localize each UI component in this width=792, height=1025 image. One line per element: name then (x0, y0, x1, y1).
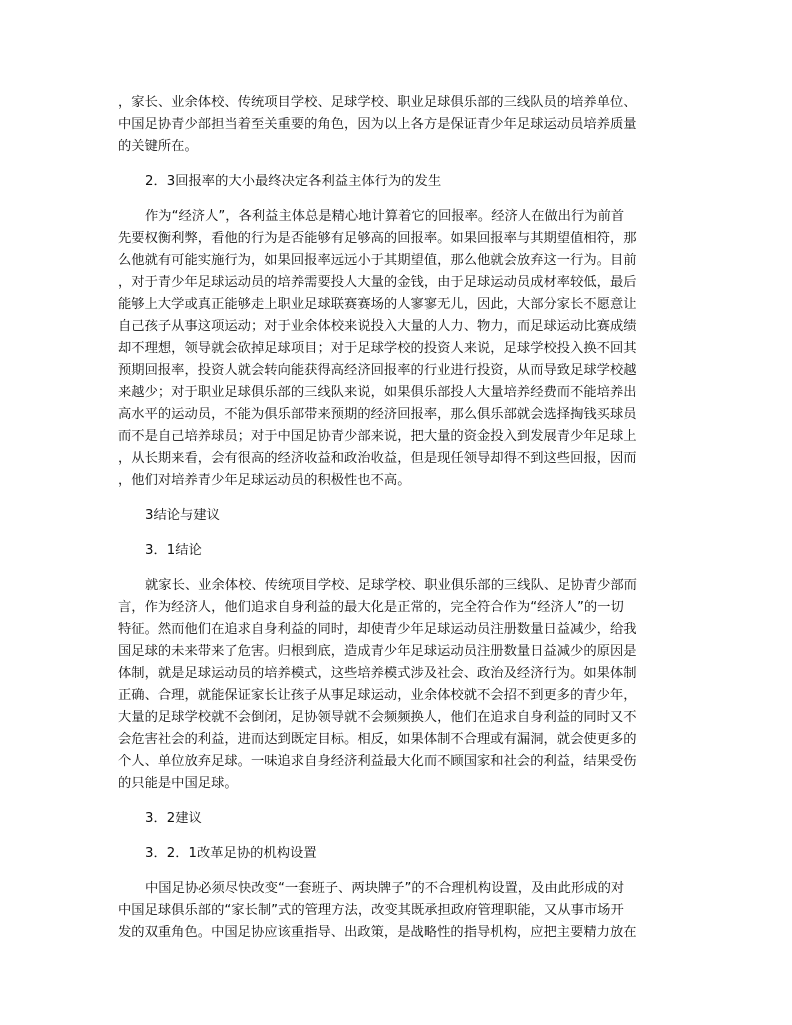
paragraph-line: 体制，就是足球运动员的培养模式，这些培养模式涉及社会、政治及经济行为。如果体制 (118, 666, 637, 681)
paragraph-line: 作为“经济人”，各利益主体总是精心地计算着它的回报率。经济人在做出行为前首 (145, 209, 625, 224)
section-heading-3: 3结论与建议 (145, 508, 220, 523)
paragraph-line: 言，作为经济人，他们追求自身利益的最大化是正常的，完全符合作为“经济人”的一切 (118, 600, 624, 615)
paragraph-line: 特征。然而他们在追求自身利益的同时，却使青少年足球运动员注册数量日益减少，给我 (118, 622, 637, 637)
section-heading-2-3: 2．3回报率的大小最终决定各利益主体行为的发生 (145, 174, 442, 189)
paragraph-line: 预期回报率，投资人就会转向能获得高经济回报率的行业进行投资，从而导致足球学校越 (118, 363, 637, 378)
paragraph-line: 中国足协必须尽快改变“一套班子、两块牌子”的不合理机构设置，及由此形成的对 (145, 881, 625, 896)
paragraph-line: 先要权衡利弊，看他的行为是否能够有足够高的回报率。如果回报率与其期望值相符，那 (118, 231, 637, 246)
paragraph-line: 却不理想，领导就会砍掉足球项目；对于足球学校的投资人来说，足球学校投入换不回其 (118, 341, 637, 356)
paragraph-line: 会危害社会的利益，进而达到既定目标。相反，如果体制不合理或有漏洞，就会使更多的 (118, 732, 637, 747)
paragraph-line: 么他就有可能实施行为，如果回报率远远小于其期望值，那么他就会放弃这一行为。目前 (118, 253, 637, 268)
paragraph-line: ，对于青少年足球运动员的培养需要投人大量的金钱，由于足球运动员成材率较低，最后 (118, 275, 637, 290)
paragraph-4 (118, 878, 674, 944)
section-heading-3-2-1: 3．2．1改革足协的机构设置 (145, 846, 317, 861)
paragraph-line: ，他们对培养青少年足球运动员的积极性也不高。 (118, 473, 411, 488)
paragraph-2 (118, 206, 674, 492)
document-page (118, 92, 674, 944)
paragraph-line: 能够上大学或真正能够走上职业足球联赛赛场的人寥寥无儿，因此，大部分家长不愿意让 (118, 297, 637, 312)
paragraph-line: 发的双重角色。中国足协应该重指导、出政策，是战略性的指导机构，应把主要精力放在 (118, 925, 637, 940)
paragraph-line: 正确、合理，就能保证家长让孩子从事足球运动，业余体校就不会招不到更多的青少年， (118, 688, 637, 703)
paragraph-line: 中国足协青少部担当着至关重要的角色，因为以上各方是保证青少年足球运动员培养质量 (118, 117, 637, 132)
paragraph-line: 自己孩子从事这项运动；对于业余体校来说投入大量的人力、物力，而足球运动比赛成绩 (118, 319, 637, 334)
paragraph-line: 中国足球俱乐部的“家长制”式的管理方法，改变其既承担政府管理职能，又从事市场开 (118, 903, 624, 918)
paragraph-line: 来越少；对于职业足球俱乐部的三线队来说，如果俱乐部投人大量培养经费而不能培养出 (118, 385, 637, 400)
paragraph-line: 大量的足球学校就不会倒闭，足协领导就不会频频换人，他们在追求自身利益的同时又不 (118, 710, 637, 725)
section-heading-3-2: 3．2建议 (145, 811, 202, 826)
paragraph-line: ，从长期来看，会有很高的经济收益和政治收益，但是现任领导却得不到这些回报，因而 (118, 451, 637, 466)
paragraph-3 (118, 575, 674, 795)
paragraph-line: 个人、单位放弃足球。一味追求自身经济利益最大化而不顾国家和社会的利益，结果受伤 (118, 754, 637, 769)
paragraph-line: 的关键所在。 (118, 139, 198, 154)
paragraph-line: 国足球的未来带来了危害。归根到底，造成青少年足球运动员注册数量日益减少的原因是 (118, 644, 637, 659)
paragraph-line: 而不是自己培养球员；对于中国足协青少部来说，把大量的资金投入到发展青少年足球上 (118, 429, 637, 444)
paragraph-line: 就家长、业余体校、传统项目学校、足球学校、职业俱乐部的三线队、足协青少部而 (145, 578, 637, 593)
paragraph-line: 的只能是中国足球。 (118, 776, 238, 791)
paragraph-1 (118, 92, 674, 158)
paragraph-line: ，家长、业余体校、传统项目学校、足球学校、职业足球俱乐部的三线队员的培养单位、 (118, 95, 637, 110)
paragraph-line: 高水平的运动员，不能为俱乐部带来预期的经济回报率，那么俱乐部就会选择掏钱买球员 (118, 407, 637, 422)
section-heading-3-1: 3．1结论 (145, 543, 202, 558)
